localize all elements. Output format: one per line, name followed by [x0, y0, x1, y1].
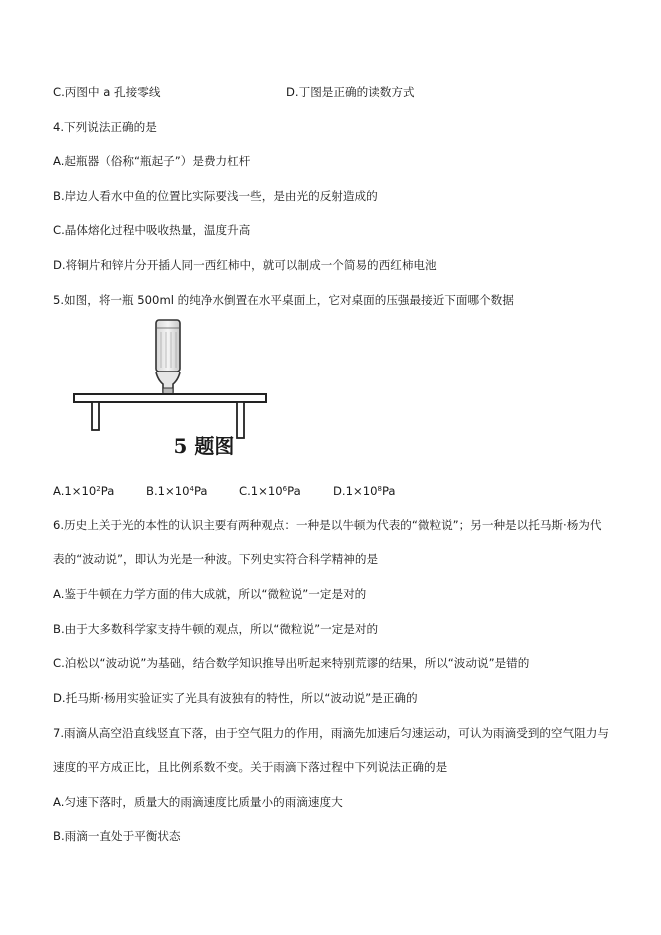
table — [74, 394, 266, 438]
q4-option-b: B.岸边人看水中鱼的位置比实际要浅一些，是由光的反射造成的 — [53, 189, 378, 203]
q4-stem: 4.下列说法正确的是 — [53, 120, 157, 134]
q6-option-b: B.由于大多数科学家支持牛顿的观点，所以“微粒说”一定是对的 — [53, 622, 379, 636]
q5-option-b: $B.1\times 10^4Pa$ — [146, 484, 208, 498]
q7-option-a: A.匀速下落时，质量大的雨滴速度比质量小的雨滴速度大 — [53, 795, 343, 809]
q7-stem-line1: 7.雨滴从高空沿直线竖直下落，由于空气阻力的作用，雨滴先加速后匀速运动，可认为雨滴受到的空气阻力与 — [53, 726, 609, 740]
q7-stem-line2: 速度的平方成正比，且比例系数不变。关于雨滴下落过程中下列说法正确的是 — [53, 760, 448, 774]
q6-option-c: C.泊松以“波动说”为基础，结合数学知识推导出听起来特别荒谬的结果，所以“波动说”是错的 — [53, 656, 530, 670]
q4-option-c: C.晶体熔化过程中吸收热量，温度升高 — [53, 223, 251, 237]
q5-option-a: $A.1\times 10^2Pa$ — [53, 484, 115, 498]
q7-option-b: B.雨滴一直处于平衡状态 — [53, 829, 181, 843]
q4-option-d: D.将铜片和锌片分开插人同一西红柿中，就可以制成一个简易的西红柿电池 — [53, 258, 437, 272]
q5-figure — [66, 318, 272, 470]
q3-option-d: D.丁图是正确的读数方式 — [286, 85, 415, 99]
q6-option-a: A.鉴于牛顿在力学方面的伟大成就，所以“微粒说”一定是对的 — [53, 587, 367, 601]
q3-option-c: C.丙图中 a 孔接零线 — [53, 85, 161, 99]
q5-stem: 5.如图，将一瓶 500ml 的纯净水倒置在水平桌面上，它对桌面的压强最接近下面哪个数据 — [53, 293, 514, 307]
q5-option-c: $C.1\times 10^6Pa$ — [239, 484, 301, 498]
q4-option-a: A.起瓶器（俗称“瓶起子”）是费力杠杆 — [53, 154, 251, 168]
q6-option-d: D.托马斯·杨用实验证实了光具有波独有的特性，所以“波动说”是正确的 — [53, 691, 418, 705]
inverted-bottle — [156, 320, 180, 394]
q6-stem-line1: 6.历史上关于光的本性的认识主要有两种观点：一种是以牛顿为代表的“微粒说”；另一种是以托马斯·杨为代 — [53, 518, 602, 532]
q6-stem-line2: 表的“波动说”，即认为光是一种波。下列史实符合科学精神的是 — [53, 552, 379, 566]
q5-option-d: $D.1\times 10^8Pa$ — [333, 484, 396, 498]
q5-figure-caption: 5 题图 — [173, 434, 235, 458]
